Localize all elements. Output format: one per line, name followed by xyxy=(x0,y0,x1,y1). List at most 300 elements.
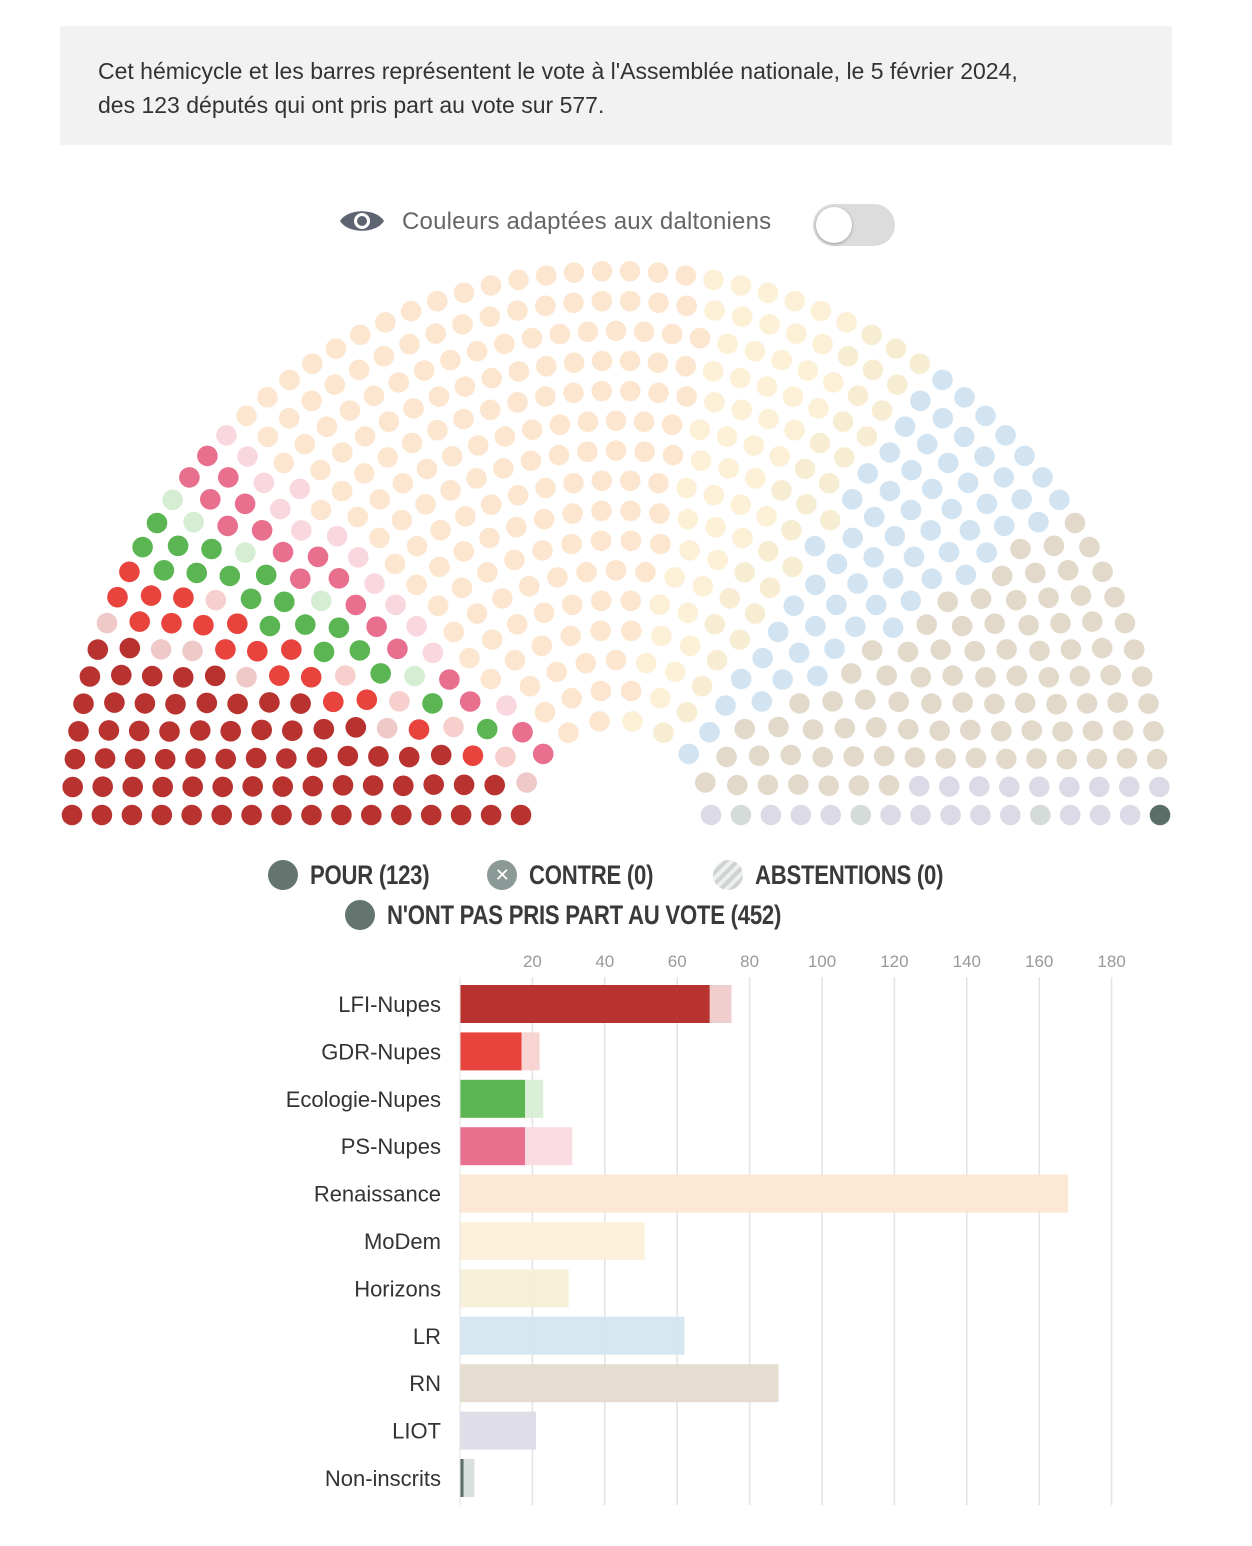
seat-dot xyxy=(960,720,981,741)
category-label: RN xyxy=(409,1371,441,1397)
seat-dot xyxy=(429,386,450,407)
bar-npp[interactable] xyxy=(525,1080,543,1118)
seat-dot xyxy=(453,541,474,562)
seat-dot xyxy=(620,261,641,282)
seat-dot xyxy=(217,516,238,537)
seat-dot xyxy=(227,694,248,715)
seat-dot xyxy=(921,568,942,589)
seat-dot xyxy=(338,746,359,767)
seat-dot xyxy=(88,639,109,660)
seat-dot xyxy=(606,410,627,431)
seat-dot xyxy=(425,323,446,344)
seat-dot xyxy=(534,509,555,530)
x-tick-label: 120 xyxy=(880,952,909,971)
seat-dot xyxy=(317,416,338,437)
seat-dot xyxy=(836,312,857,333)
seat-dot xyxy=(731,400,752,421)
seat-dot xyxy=(535,296,556,317)
x-tick-label: 100 xyxy=(807,952,837,971)
seat-dot xyxy=(758,282,779,303)
seat-dot xyxy=(901,460,922,481)
seat-dot xyxy=(281,639,302,660)
seat-dot xyxy=(783,386,804,407)
x-tick-label: 60 xyxy=(667,952,687,971)
seat-dot xyxy=(784,595,805,616)
seat-dot xyxy=(648,473,669,494)
seat-dot xyxy=(805,575,826,596)
seat-dot xyxy=(1060,805,1081,826)
seat-dot xyxy=(749,745,770,766)
eye-icon xyxy=(338,206,386,236)
seat-dot xyxy=(823,372,844,393)
seat-dot xyxy=(402,433,423,454)
legend-item-npp[interactable] xyxy=(345,900,868,931)
seat-dot xyxy=(910,391,931,412)
seat-dot xyxy=(505,650,526,671)
seat-dot xyxy=(481,805,502,826)
seat-dot xyxy=(996,639,1017,660)
seat-dot xyxy=(577,441,598,462)
seat-dot xyxy=(504,550,525,571)
seat-dot xyxy=(375,312,396,333)
seat-dot xyxy=(937,592,958,613)
seat-dot xyxy=(241,805,262,826)
seat-dot xyxy=(664,567,685,588)
seat-dot xyxy=(455,376,476,397)
seat-dot xyxy=(95,748,116,769)
seat-dot xyxy=(235,494,256,515)
seat-dot xyxy=(190,720,211,741)
seat-dot xyxy=(220,721,241,742)
seat-dot xyxy=(592,471,613,492)
seat-dot xyxy=(1029,641,1050,662)
seat-dot xyxy=(842,528,863,549)
seat-dot xyxy=(454,775,475,796)
x-tick-label: 180 xyxy=(1097,952,1126,971)
seat-dot xyxy=(377,718,398,739)
seat-dot xyxy=(880,805,901,826)
seat-dot xyxy=(290,479,311,500)
seat-dot xyxy=(325,374,346,395)
seat-dot xyxy=(533,744,554,765)
category-label: LFI-Nupes xyxy=(338,992,441,1017)
seat-dot xyxy=(236,406,257,427)
seat-dot xyxy=(1032,467,1053,488)
intro-box xyxy=(60,26,1172,145)
seat-dot xyxy=(620,351,641,372)
seat-dot xyxy=(994,516,1015,537)
seat-dot xyxy=(984,613,1005,634)
seat-dot xyxy=(220,566,241,587)
seat-dot xyxy=(805,616,826,637)
seat-dot xyxy=(717,426,738,447)
seat-dot xyxy=(703,270,724,291)
bar-pour[interactable] xyxy=(460,1032,522,1070)
seat-dot xyxy=(803,719,824,740)
seat-dot xyxy=(332,481,353,502)
seat-dot xyxy=(922,479,943,500)
seat-dot xyxy=(1124,639,1145,660)
seat-dot xyxy=(676,265,697,286)
bar-npp[interactable] xyxy=(710,985,732,1023)
bar-npp[interactable] xyxy=(460,1317,684,1355)
seat-dot xyxy=(649,503,670,524)
seat-dot xyxy=(327,526,348,547)
seat-dot xyxy=(346,717,367,738)
seat-dot xyxy=(154,560,175,581)
seat-dot xyxy=(649,595,670,616)
seat-dot xyxy=(440,350,461,371)
seat-dot xyxy=(820,805,841,826)
seat-dot xyxy=(237,446,258,467)
seat-dot xyxy=(422,693,443,714)
x-tick-label: 20 xyxy=(522,952,542,971)
seat-dot xyxy=(1010,539,1031,560)
seat-dot xyxy=(705,517,726,538)
seat-dot xyxy=(452,577,473,598)
seat-dot xyxy=(107,587,128,608)
bar-pour[interactable] xyxy=(460,985,710,1023)
seat-dot xyxy=(403,398,424,419)
bar-npp[interactable] xyxy=(522,1032,540,1070)
abstention-swatch xyxy=(713,860,743,890)
seat-dot xyxy=(388,372,409,393)
seat-dot xyxy=(314,642,335,663)
seat-dot xyxy=(211,805,232,826)
seat-dot xyxy=(480,306,501,327)
seat-dot xyxy=(789,693,810,714)
seat-dot xyxy=(291,520,312,541)
seat-dot xyxy=(662,414,683,435)
bar-pour[interactable] xyxy=(460,1080,525,1118)
seat-dot xyxy=(732,306,753,327)
seat-dot xyxy=(564,352,585,373)
seat-dot xyxy=(520,676,541,697)
seat-dot xyxy=(704,300,725,321)
seat-dot xyxy=(731,805,752,826)
seat-dot xyxy=(218,467,239,488)
seat-dot xyxy=(703,361,724,382)
seat-dot xyxy=(653,722,674,743)
seat-dot xyxy=(796,494,817,515)
seat-dot xyxy=(348,547,369,568)
seat-dot xyxy=(314,719,335,740)
seat-dot xyxy=(168,536,189,557)
seat-dot xyxy=(256,565,277,586)
seat-dot xyxy=(162,490,183,511)
category-label: LR xyxy=(412,1323,441,1349)
seat-dot xyxy=(122,777,143,798)
seat-dot xyxy=(273,542,294,563)
seat-dot xyxy=(1018,615,1039,636)
seat-dot xyxy=(781,745,802,766)
seat-dot xyxy=(563,292,584,313)
seat-dot xyxy=(954,427,975,448)
seat-dot xyxy=(939,776,960,797)
seat-dot xyxy=(701,805,722,826)
seat-dot xyxy=(784,420,805,441)
seat-dot xyxy=(1079,537,1100,558)
seat-dot xyxy=(676,478,697,499)
seat-dot xyxy=(752,648,773,669)
seat-dot xyxy=(165,694,186,715)
seat-dot xyxy=(744,435,765,456)
seat-dot xyxy=(786,323,807,344)
seat-dot xyxy=(546,662,567,683)
seat-dot xyxy=(591,531,612,552)
seat-dot xyxy=(756,506,777,527)
seat-dot xyxy=(155,749,176,770)
seat-dot xyxy=(808,398,829,419)
seat-dot xyxy=(576,562,597,583)
seat-dot xyxy=(993,467,1014,488)
seat-dot xyxy=(385,554,406,575)
seat-dot xyxy=(509,361,530,382)
seat-dot xyxy=(535,702,556,723)
seat-dot xyxy=(1092,562,1113,583)
seat-dot xyxy=(406,575,427,596)
seat-dot xyxy=(662,324,683,345)
seat-dot xyxy=(480,400,501,421)
seat-dot xyxy=(1082,611,1103,632)
seat-dot xyxy=(939,542,960,563)
seat-dot xyxy=(1132,666,1153,687)
seat-dot xyxy=(354,463,375,484)
seat-dot xyxy=(704,485,725,506)
bar-pour[interactable] xyxy=(460,1127,525,1165)
seat-dot xyxy=(252,520,273,541)
seat-dot xyxy=(536,265,557,286)
seat-dot xyxy=(841,663,862,684)
seat-dot xyxy=(650,534,671,555)
seat-dot xyxy=(827,554,848,575)
seat-dot xyxy=(1011,489,1032,510)
bar-npp[interactable] xyxy=(460,1269,569,1307)
seat-dot xyxy=(508,485,529,506)
bar-npp[interactable] xyxy=(460,1222,645,1260)
seat-dot xyxy=(1022,720,1043,741)
seat-dot xyxy=(954,387,975,408)
seat-dot xyxy=(247,641,268,662)
seat-dot xyxy=(920,520,941,541)
seat-dot xyxy=(911,667,932,688)
seat-dot xyxy=(547,567,568,588)
seat-dot xyxy=(391,805,412,826)
seat-dot xyxy=(235,542,256,563)
bar-npp[interactable] xyxy=(464,1459,475,1497)
seat-dot xyxy=(399,747,420,768)
legend-label-npp: N'ONT PAS PRIS PART AU VOTE (452) xyxy=(386,899,781,930)
seat-dot xyxy=(718,458,739,479)
seat-dot xyxy=(62,777,83,798)
seat-dot xyxy=(295,434,316,455)
seat-dot xyxy=(974,446,995,467)
seat-dot xyxy=(848,385,869,406)
seat-dot xyxy=(693,576,714,597)
seat-dot xyxy=(1015,693,1036,714)
seat-dot xyxy=(715,695,736,716)
seat-dot xyxy=(564,262,585,283)
seat-dot xyxy=(495,747,516,768)
seat-dot xyxy=(1117,748,1138,769)
category-label: MoDem xyxy=(363,1229,441,1254)
seat-dot xyxy=(1026,748,1047,769)
seat-dot xyxy=(826,595,847,616)
seat-dot xyxy=(621,531,642,552)
seat-dot xyxy=(883,617,904,638)
seat-dot xyxy=(758,541,779,562)
seat-dot xyxy=(855,689,876,710)
bar-npp[interactable] xyxy=(460,1412,536,1450)
seat-dot xyxy=(1089,777,1110,798)
seat-dot xyxy=(135,693,156,714)
seat-dot xyxy=(65,749,86,770)
seat-dot xyxy=(719,588,740,609)
seat-dot xyxy=(364,385,385,406)
legend-item-pour[interactable] xyxy=(268,860,456,891)
seat-dot xyxy=(901,500,922,521)
seat-dot xyxy=(406,616,427,637)
bar-npp[interactable] xyxy=(525,1127,572,1165)
seat-dot xyxy=(591,501,612,522)
seat-dot xyxy=(1120,805,1141,826)
seat-dot xyxy=(311,500,332,521)
seat-dot xyxy=(771,350,792,371)
seat-dot xyxy=(984,694,1005,715)
seat-dot xyxy=(535,386,556,407)
seat-dot xyxy=(183,512,204,533)
seat-dot xyxy=(389,691,410,712)
seat-dot xyxy=(887,374,908,395)
seat-dot xyxy=(173,667,194,688)
x-tick-label: 140 xyxy=(952,952,981,971)
colorblind-toggle-switch[interactable] xyxy=(813,204,895,246)
seat-dot xyxy=(977,494,998,515)
seat-dot xyxy=(549,445,570,466)
seat-dot xyxy=(834,447,855,468)
seat-dot xyxy=(350,325,371,346)
seat-dot xyxy=(1104,587,1125,608)
seat-dot xyxy=(185,748,206,769)
seat-dot xyxy=(590,621,611,642)
legend-label-abstentions: ABSTENTIONS (0) xyxy=(754,859,943,890)
seat-dot xyxy=(206,590,227,611)
seat-dot xyxy=(1000,805,1021,826)
seat-dot xyxy=(675,356,696,377)
seat-dot xyxy=(735,719,756,740)
seat-dot xyxy=(904,547,925,568)
seat-dot xyxy=(807,666,828,687)
seat-dot xyxy=(810,433,831,454)
seat-dot xyxy=(430,520,451,541)
seat-dot xyxy=(493,458,514,479)
seat-dot xyxy=(290,568,311,589)
seat-dot xyxy=(745,603,766,624)
seat-dot xyxy=(1046,694,1067,715)
seat-dot xyxy=(558,722,579,743)
seat-dot xyxy=(634,321,655,342)
seat-dot xyxy=(122,805,143,826)
seat-dot xyxy=(521,450,542,471)
seat-dot xyxy=(92,776,113,797)
seat-dot xyxy=(80,666,101,687)
seat-dot xyxy=(838,346,859,367)
seat-dot xyxy=(561,534,582,555)
seat-dot xyxy=(417,459,438,480)
seat-dot xyxy=(369,489,390,510)
seat-dot xyxy=(257,387,278,408)
seat-dot xyxy=(768,622,789,643)
seat-dot xyxy=(975,406,996,427)
seat-dot xyxy=(104,692,125,713)
legend-item-abstentions[interactable] xyxy=(713,860,985,891)
category-label: LIOT xyxy=(392,1418,441,1444)
seat-dot xyxy=(606,650,627,671)
seat-dot xyxy=(111,665,132,686)
seat-dot xyxy=(62,805,83,826)
seat-dot xyxy=(506,517,527,538)
seat-dot xyxy=(676,296,697,317)
seat-dot xyxy=(236,667,257,688)
seat-dot xyxy=(621,681,642,702)
seat-dot xyxy=(1107,692,1128,713)
seat-dot xyxy=(910,805,931,826)
seat-dot xyxy=(216,425,237,446)
seat-dot xyxy=(246,748,267,769)
seat-dot xyxy=(193,615,214,636)
seat-dot xyxy=(132,537,153,558)
seat-dot xyxy=(329,617,350,638)
seat-dot xyxy=(68,721,89,742)
category-label: Horizons xyxy=(354,1276,441,1302)
seat-dot xyxy=(622,711,643,732)
seat-dot xyxy=(1014,446,1035,467)
seat-dot xyxy=(705,614,726,635)
seat-dot xyxy=(301,667,322,688)
seat-dot xyxy=(716,747,737,768)
seat-dot xyxy=(254,473,275,494)
seat-dot xyxy=(414,360,435,381)
seat-dot xyxy=(1039,667,1060,688)
seat-dot xyxy=(363,775,384,796)
seat-dot xyxy=(1100,665,1121,686)
x-tick-label: 80 xyxy=(740,952,760,971)
seat-dot xyxy=(699,722,720,743)
seat-dot xyxy=(731,275,752,296)
seat-dot xyxy=(92,805,113,826)
bar-npp[interactable] xyxy=(460,1175,1068,1213)
seat-dot xyxy=(707,650,728,671)
seat-dot xyxy=(901,591,922,612)
seat-dot xyxy=(442,446,463,467)
seat-dot xyxy=(663,445,684,466)
legend-item-contre[interactable] xyxy=(487,860,681,891)
seat-dot xyxy=(1065,513,1086,534)
seat-dot xyxy=(811,301,832,322)
seat-dot xyxy=(678,509,699,530)
seat-dot xyxy=(215,639,236,660)
seat-dot xyxy=(999,777,1020,798)
bar-npp[interactable] xyxy=(460,1364,779,1402)
seat-dot xyxy=(129,611,150,632)
seat-dot xyxy=(761,805,782,826)
hemicycle xyxy=(0,260,1252,840)
seat-dot xyxy=(784,291,805,312)
seat-dot xyxy=(606,560,627,581)
bar-pour[interactable] xyxy=(460,1459,464,1497)
seat-dot xyxy=(863,360,884,381)
seat-dot xyxy=(592,381,613,402)
